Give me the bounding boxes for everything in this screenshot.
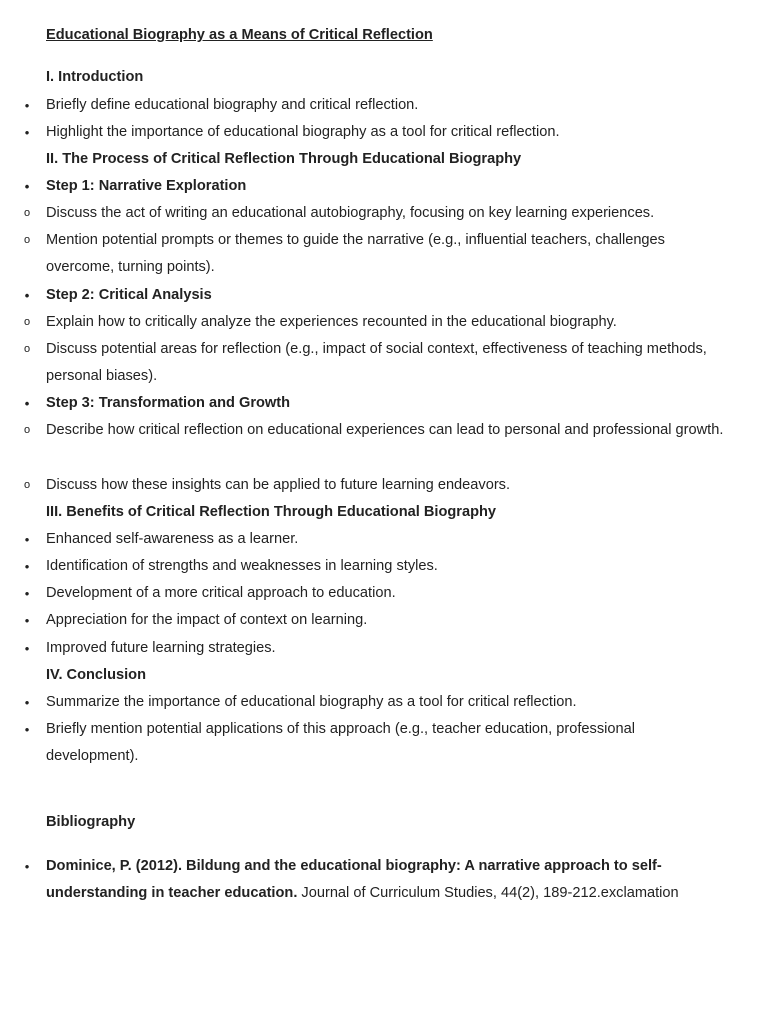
list-item-text: Enhanced self-awareness as a learner. bbox=[46, 531, 299, 547]
document-title: Educational Biography as a Means of Critical Reflection bbox=[46, 27, 433, 43]
section-heading-benefits: III. Benefits of Critical Reflection Through Educational Biography bbox=[46, 504, 497, 520]
circle-bullet-icon: o bbox=[23, 207, 31, 219]
circle-bullet-icon: o bbox=[23, 343, 31, 355]
list-item bbox=[24, 607, 726, 634]
list-item-text: Discuss how these insights can be applied to future learning endeavors. bbox=[46, 477, 511, 493]
bibliography-entry bbox=[24, 853, 726, 908]
list-item bbox=[23, 200, 726, 227]
list-item bbox=[23, 417, 726, 444]
step-label: Step 3: Transformation and Growth bbox=[46, 395, 291, 411]
list-item-text: Briefly mention potential applications of this approach (e.g., teacher education, professional development). bbox=[46, 721, 635, 765]
list-item-text: Briefly define educational biography and critical reflection. bbox=[46, 97, 419, 113]
list-item-text: Appreciation for the impact of context on learning. bbox=[46, 612, 368, 628]
bullet-icon: • bbox=[24, 613, 30, 628]
bullet-icon: • bbox=[24, 641, 30, 656]
list-item-text: Improved future learning strategies. bbox=[46, 640, 276, 656]
list-item bbox=[24, 716, 726, 771]
bullet-icon: • bbox=[24, 125, 30, 140]
section-heading-process: II. The Process of Critical Reflection Through Educational Biography bbox=[46, 151, 522, 167]
bullet-icon: • bbox=[24, 98, 30, 113]
circle-bullet-icon: o bbox=[23, 234, 31, 246]
circle-bullet-icon: o bbox=[23, 316, 31, 328]
list-item-text: Development of a more critical approach to education. bbox=[46, 585, 396, 601]
list-item bbox=[24, 526, 726, 553]
bullet-icon: • bbox=[24, 722, 30, 737]
bullet-icon: • bbox=[24, 396, 30, 411]
section-heading-conclusion: IV. Conclusion bbox=[46, 667, 147, 683]
bibliography-heading: Bibliography bbox=[46, 814, 136, 830]
list-item bbox=[24, 689, 726, 716]
bullet-icon: • bbox=[24, 288, 30, 303]
citation-source: Journal of Curriculum Studies, 44(2), 189-212.exclamation bbox=[297, 885, 679, 902]
bullet-icon: • bbox=[24, 532, 30, 547]
bullet-icon: • bbox=[24, 559, 30, 574]
list-item-text: Highlight the importance of educational biography as a tool for critical reflection. bbox=[46, 124, 560, 140]
list-item-text: Explain how to critically analyze the experiences recounted in the educational biography. bbox=[46, 314, 617, 330]
list-item bbox=[24, 119, 726, 146]
step-heading-transformation-growth bbox=[24, 390, 726, 417]
circle-bullet-icon: o bbox=[23, 424, 31, 436]
list-item bbox=[24, 580, 726, 607]
list-item-text: Mention potential prompts or themes to guide the narrative (e.g., influential teachers, challenges overcome, turning points). bbox=[46, 232, 665, 276]
list-item bbox=[24, 635, 726, 662]
list-item bbox=[23, 227, 726, 282]
list-item-text: Discuss potential areas for reflection (e.g., impact of social context, effectiveness of teaching methods, personal biases). bbox=[46, 341, 707, 385]
list-item bbox=[24, 553, 726, 580]
step-label: Step 2: Critical Analysis bbox=[46, 287, 212, 303]
bullet-icon: • bbox=[24, 179, 30, 194]
step-label: Step 1: Narrative Exploration bbox=[46, 178, 247, 194]
list-item bbox=[23, 309, 726, 336]
list-item-text: Identification of strengths and weaknesses in learning styles. bbox=[46, 558, 438, 574]
step-heading-narrative-exploration bbox=[24, 173, 726, 200]
citation-title: Dominice, P. (2012). Bildung and the educational biography: A narrative approach to self-understanding in teacher education. bbox=[46, 858, 662, 902]
list-item bbox=[24, 92, 726, 119]
bullet-icon: • bbox=[24, 586, 30, 601]
section-heading-introduction: I. Introduction bbox=[46, 69, 144, 85]
list-item-text: Summarize the importance of educational biography as a tool for critical reflection. bbox=[46, 694, 577, 710]
list-item bbox=[23, 336, 726, 391]
list-item-text: Discuss the act of writing an educational autobiography, focusing on key learning experiences. bbox=[46, 205, 655, 221]
list-item-text: Describe how critical reflection on educational experiences can lead to personal and professional growth. bbox=[46, 422, 724, 438]
circle-bullet-icon: o bbox=[23, 479, 31, 491]
list-item bbox=[23, 472, 726, 499]
step-heading-critical-analysis bbox=[24, 282, 726, 309]
bullet-icon: • bbox=[24, 695, 30, 710]
bullet-icon: • bbox=[24, 859, 30, 874]
